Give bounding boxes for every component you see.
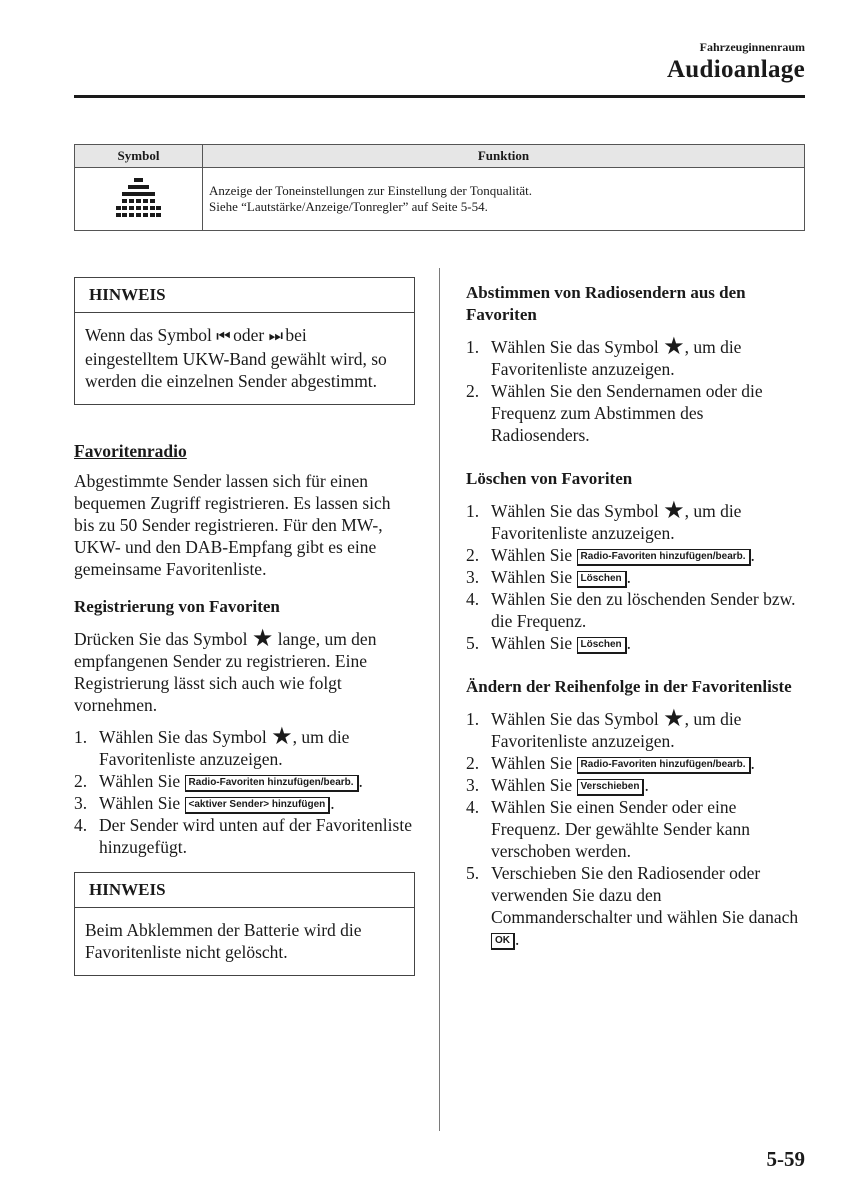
list-item — [74, 726, 415, 770]
column-divider — [439, 268, 440, 1131]
step-text: Wählen Sie — [491, 567, 577, 587]
step-number: 2. — [466, 381, 480, 401]
step-text: Wählen Sie einen Sender oder eine Frequenz. Der gewählte Sender kann verschoben werden. — [491, 797, 750, 861]
button-label: Radio-Favoriten hinzufügen/bearb. — [185, 775, 359, 792]
button-label: Löschen — [577, 571, 627, 588]
step-number: 5. — [466, 863, 480, 883]
note-text: Beim Abklemmen der Batterie wird die Favoritenliste nicht gelöscht. — [85, 920, 362, 962]
list-item — [466, 336, 806, 380]
table-row — [75, 168, 805, 231]
list-item — [466, 380, 806, 446]
step-text: . — [644, 775, 649, 795]
button-label: Löschen — [577, 637, 627, 654]
step-number: 4. — [466, 589, 480, 609]
table-header-row — [75, 145, 805, 168]
step-number: 4. — [466, 797, 480, 817]
text-part: lange, um den empfangenen Sender zu registrieren. Eine Registrierung lässt sich auch wie folgt vornehmen. — [74, 629, 377, 715]
step-text: Verschieben Sie den Radiosender oder verwenden Sie dazu den Commanderschalter und wählen Sie danach — [491, 863, 799, 927]
step-number: 5. — [466, 633, 480, 653]
list-item — [466, 862, 806, 950]
step-text: Wählen Sie — [491, 775, 577, 795]
step-text: . — [750, 753, 755, 773]
note-body — [75, 908, 414, 975]
step-text: , um die Favoritenliste anzuzeigen. — [491, 709, 742, 751]
step-text: Wählen Sie — [99, 793, 185, 813]
step-number: 2. — [466, 753, 480, 773]
list-item — [74, 814, 415, 858]
list-item — [466, 566, 806, 588]
list-item — [466, 774, 806, 796]
abstimmen-heading: Abstimmen von Radiosendern aus den Favoriten — [466, 283, 746, 324]
step-text: , um die Favoritenliste anzuzeigen. — [491, 337, 742, 379]
text-part: Drücken Sie das Symbol — [74, 629, 252, 649]
step-text: . — [626, 567, 632, 587]
list-item — [74, 792, 415, 814]
step-text: Wählen Sie — [491, 545, 577, 565]
list-item — [466, 632, 806, 654]
step-text: , um die Favoritenliste anzuzeigen. — [99, 727, 350, 769]
step-number: 1. — [466, 709, 480, 729]
favoritenradio-heading: Favoritenradio — [74, 441, 187, 461]
skip-back-icon: ⏮ — [216, 328, 229, 345]
list-item — [466, 752, 806, 774]
step-number: 2. — [74, 771, 88, 791]
function-column-header: Funktion — [203, 145, 805, 168]
note-text — [85, 324, 404, 392]
list-item — [466, 796, 806, 862]
equalizer-icon — [115, 176, 163, 218]
list-item — [74, 770, 415, 792]
note-box — [74, 277, 415, 405]
section-label: Fahrzeuginnenraum — [699, 40, 805, 54]
symbol-table — [74, 144, 805, 231]
star-icon: ★ — [271, 724, 293, 750]
step-text: , um die Favoritenliste anzuzeigen. — [491, 501, 742, 543]
step-text: Wählen Sie das Symbol — [491, 337, 664, 357]
page-number: 5-59 — [766, 1147, 805, 1171]
list-item — [466, 708, 806, 752]
function-cell — [203, 168, 805, 231]
right-column — [466, 282, 806, 950]
button-label: Radio-Favoriten hinzufügen/bearb. — [577, 757, 751, 774]
step-text: Wählen Sie das Symbol — [99, 727, 272, 747]
left-column — [74, 277, 415, 976]
step-number: 1. — [466, 501, 480, 521]
loeschen-heading: Löschen von Favoriten — [466, 469, 633, 488]
step-number: 3. — [74, 793, 88, 813]
list-item — [466, 588, 806, 632]
step-number: 1. — [74, 727, 88, 747]
button-label: Verschieben — [577, 779, 645, 796]
step-text: . — [750, 545, 755, 565]
star-icon: ★ — [663, 706, 685, 732]
loeschen-steps — [466, 500, 806, 654]
step-text: . — [330, 793, 335, 813]
button-label: <aktiver Sender> hinzufügen — [185, 797, 331, 814]
registrierung-steps — [74, 726, 415, 858]
function-text-line1: Anzeige der Toneinstellungen zur Einstellung der Tonqualität. — [209, 183, 532, 198]
step-text: Wählen Sie — [491, 753, 577, 773]
favoritenradio-text: Abgestimmte Sender lassen sich für einen bequemen Zugriff registrieren. Es lassen sich bis zu 50 Sender registrieren. Für den MW-, UKW- und den DAB-Empfang gibt es eine gemeinsame Favoritenliste. — [74, 471, 391, 579]
note-title: HINWEIS — [75, 278, 414, 313]
note-text-part: oder — [228, 325, 269, 345]
note-box — [74, 872, 415, 976]
step-text: Der Sender wird unten auf der Favoritenliste hinzugefügt. — [99, 815, 412, 857]
star-icon: ★ — [663, 498, 685, 524]
skip-forward-icon: ⏭ — [268, 328, 281, 345]
step-text: . — [515, 929, 520, 949]
registrierung-heading: Registrierung von Favoriten — [74, 597, 280, 616]
step-text: Wählen Sie — [491, 633, 577, 653]
star-icon: ★ — [251, 626, 274, 652]
header-rule — [74, 95, 805, 98]
step-number: 1. — [466, 337, 480, 357]
aendern-heading: Ändern der Reihenfolge in der Favoritenliste — [466, 677, 792, 696]
step-text: . — [626, 633, 632, 653]
registrierung-text — [74, 628, 415, 716]
aendern-steps — [466, 708, 806, 950]
step-number: 3. — [466, 567, 480, 587]
step-text: Wählen Sie das Symbol — [491, 709, 664, 729]
step-text: Wählen Sie den Sendernamen oder die Frequenz zum Abstimmen des Radiosenders. — [491, 381, 763, 445]
step-number: 2. — [466, 545, 480, 565]
abstimmen-steps — [466, 336, 806, 446]
note-text-part: bei eingestelltem UKW-Band gewählt wird, so werden die einzelnen Sender abgestimmt. — [85, 325, 387, 391]
note-text-part: Wenn das Symbol — [85, 325, 212, 345]
symbol-column-header: Symbol — [75, 145, 203, 168]
function-text-line2: Siehe “Lautstärke/Anzeige/Tonregler” auf Seite 5-54. — [209, 199, 488, 214]
step-text: Wählen Sie den zu löschenden Sender bzw. die Frequenz. — [491, 589, 796, 631]
list-item — [466, 544, 806, 566]
note-title: HINWEIS — [75, 873, 414, 908]
step-text: Wählen Sie das Symbol — [491, 501, 664, 521]
symbol-cell — [75, 168, 203, 231]
page-title: Audioanlage — [666, 56, 805, 83]
list-item — [466, 500, 806, 544]
button-label: Radio-Favoriten hinzufügen/bearb. — [577, 549, 751, 566]
star-icon: ★ — [663, 334, 685, 360]
step-number: 3. — [466, 775, 480, 795]
button-label: OK — [491, 933, 515, 950]
step-text: Wählen Sie — [99, 771, 185, 791]
note-body — [75, 313, 414, 404]
step-number: 4. — [74, 815, 88, 835]
step-text: . — [358, 771, 363, 791]
